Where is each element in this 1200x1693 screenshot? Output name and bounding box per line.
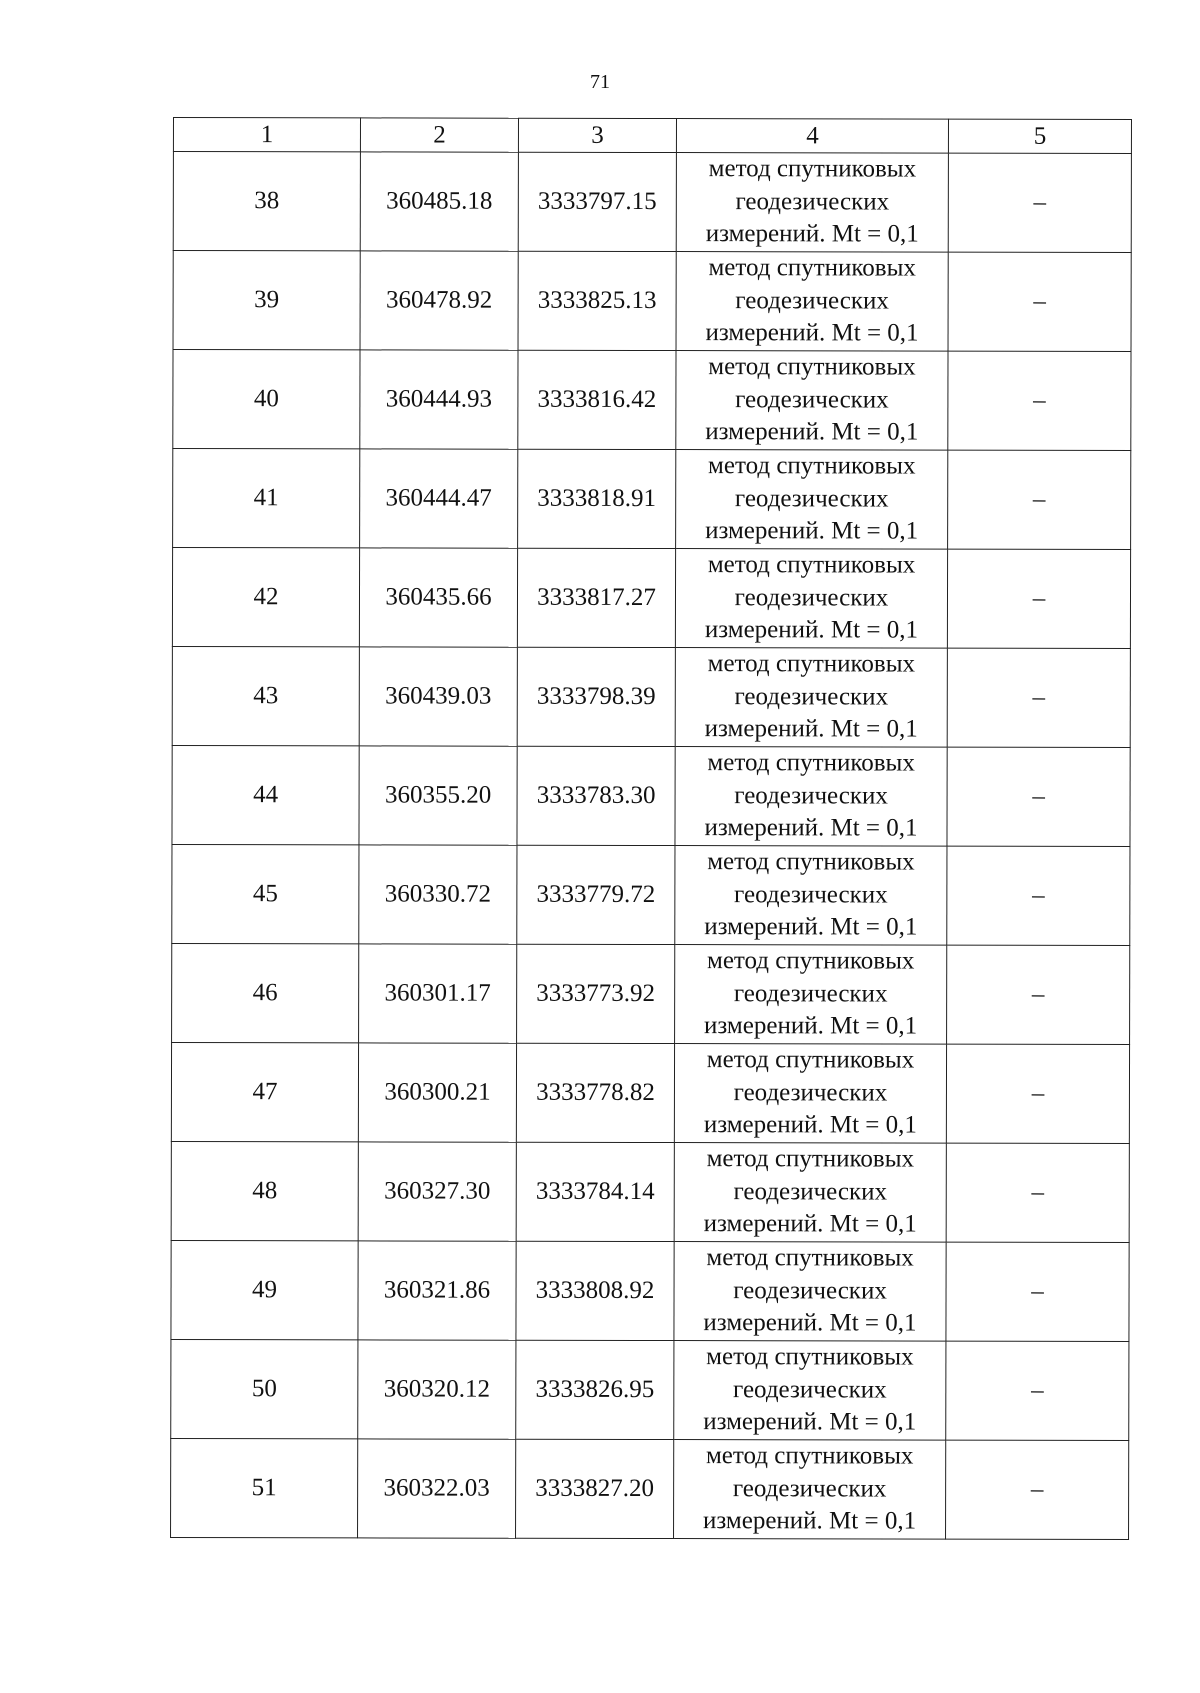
note-cell: – [948,153,1131,252]
method-line: измерений. Mt = 0,1 [703,1210,917,1238]
method-description-cell [674,1044,946,1144]
note-cell: – [946,1440,1129,1539]
method-description-cell [674,1242,946,1342]
method-line: измерений. Mt = 0,1 [704,715,918,743]
x-coordinate-cell: 360321.86 [358,1241,516,1340]
table-row [172,844,1130,945]
method-line: метод спутниковых [705,1442,914,1470]
table-row [172,745,1130,846]
point-number-cell: 51 [171,1438,358,1537]
method-line: метод спутниковых [706,1343,914,1371]
point-number-cell: 39 [173,251,360,350]
column-header-4: 4 [676,119,948,154]
method-line: геодезических [733,1375,887,1404]
method-line: метод спутниковых [708,254,916,282]
y-coordinate-cell: 3333784.14 [516,1142,674,1241]
method-description-cell [674,1143,946,1243]
column-header-5: 5 [948,119,1131,153]
method-line: метод спутниковых [708,155,917,183]
note-cell: – [947,945,1130,1044]
method-line: метод спутниковых [707,551,916,579]
x-coordinate-cell: 360485.18 [360,152,518,251]
method-description-cell [676,252,948,352]
y-coordinate-cell: 3333783.30 [517,746,675,845]
y-coordinate-cell: 3333818.91 [518,449,676,548]
point-number-cell: 41 [173,449,360,548]
method-line: геодезических [734,484,889,513]
note-cell: – [946,1341,1129,1440]
method-line: геодезических [733,979,888,1008]
method-line: метод спутниковых [707,749,915,777]
table-row [173,350,1131,451]
point-number-cell: 38 [173,152,360,251]
method-line: измерений. Mt = 0,1 [705,418,919,446]
method-line: измерений. Mt = 0,1 [704,814,918,842]
method-line: геодезических [734,880,888,909]
method-line: геодезических [733,1177,888,1206]
y-coordinate-cell: 3333773.92 [517,944,675,1043]
method-line: метод спутниковых [706,1244,914,1272]
x-coordinate-cell: 360301.17 [359,944,517,1043]
method-line: измерений. Mt = 0,1 [704,616,918,644]
method-line: измерений. Mt = 0,1 [704,1012,918,1040]
note-cell: – [947,648,1130,747]
method-line: геодезических [733,1276,887,1305]
method-line: измерений. Mt = 0,1 [705,517,919,545]
table-row [173,251,1131,352]
x-coordinate-cell: 360355.20 [359,746,517,845]
table-row [171,1042,1129,1143]
method-line: метод спутниковых [708,452,916,480]
method-description-cell [676,450,948,550]
table-row [171,1339,1129,1440]
y-coordinate-cell: 3333808.92 [516,1241,674,1340]
method-line: геодезических [735,286,889,315]
point-number-cell: 47 [171,1042,358,1141]
table-row [171,1141,1129,1242]
x-coordinate-cell: 360327.30 [358,1142,516,1241]
method-line: метод спутниковых [708,353,916,381]
method-description-cell [674,1440,946,1540]
note-cell: – [947,846,1130,945]
method-line: измерений. Mt = 0,1 [703,1408,917,1436]
table-row [172,646,1130,747]
method-line: метод спутниковых [706,1145,915,1173]
method-line: метод спутниковых [706,1046,915,1074]
method-line: геодезических [732,1474,887,1503]
table-row [171,1438,1129,1539]
method-description-cell [675,648,947,748]
x-coordinate-cell: 360300.21 [358,1043,516,1142]
note-cell: – [947,549,1130,648]
method-line: геодезических [734,682,889,711]
note-cell: – [947,747,1130,846]
method-line: метод спутниковых [707,848,915,876]
coordinates-table [170,117,1132,1540]
method-description-cell [675,846,947,946]
x-coordinate-cell: 360330.72 [359,845,517,944]
method-line: измерений. Mt = 0,1 [704,913,918,941]
table-body [171,152,1132,1540]
method-description-cell [676,153,948,253]
point-number-cell: 43 [172,646,359,745]
y-coordinate-cell: 3333798.39 [517,647,675,746]
method-description-cell [676,351,948,451]
method-line: измерений. Mt = 0,1 [705,319,919,347]
method-line: измерений. Mt = 0,1 [703,1111,917,1139]
method-description-cell [675,549,947,649]
note-cell: – [946,1242,1129,1341]
method-line: метод спутниковых [707,650,916,678]
y-coordinate-cell: 3333827.20 [516,1439,674,1538]
x-coordinate-cell: 360444.93 [360,350,518,449]
y-coordinate-cell: 3333779.72 [517,845,675,944]
table-row [173,449,1131,550]
x-coordinate-cell: 360322.03 [358,1439,516,1538]
point-number-cell: 45 [172,844,359,943]
point-number-cell: 42 [172,548,359,647]
y-coordinate-cell: 3333817.27 [517,548,675,647]
header-row [173,118,1131,154]
note-cell: – [946,1143,1129,1242]
point-number-cell: 46 [172,943,359,1042]
method-line: геодезических [734,583,889,612]
note-cell: – [948,351,1131,450]
point-number-cell: 49 [171,1240,358,1339]
method-line: метод спутниковых [707,947,915,975]
method-description-cell [675,747,947,847]
page-number: 71 [590,71,610,93]
method-line: геодезических [733,1078,888,1107]
method-line: геодезических [735,187,890,216]
y-coordinate-cell: 3333778.82 [516,1043,674,1142]
table-row [173,152,1131,253]
x-coordinate-cell: 360439.03 [359,647,517,746]
method-description-cell [674,1341,946,1441]
point-number-cell: 44 [172,745,359,844]
x-coordinate-cell: 360444.47 [360,449,518,548]
point-number-cell: 50 [171,1339,358,1438]
method-line: измерений. Mt = 0,1 [702,1507,917,1535]
column-header-2: 2 [360,118,518,152]
note-cell: – [948,252,1131,351]
table-row [171,1240,1129,1341]
y-coordinate-cell: 3333797.15 [518,152,676,251]
column-header-3: 3 [518,118,676,152]
method-description-cell [675,945,947,1045]
table-row [172,943,1130,1044]
y-coordinate-cell: 3333825.13 [518,251,676,350]
x-coordinate-cell: 360320.12 [358,1340,516,1439]
note-cell: – [946,1044,1129,1143]
method-line: измерений. Mt = 0,1 [703,1309,917,1337]
y-coordinate-cell: 3333816.42 [518,350,676,449]
table-row [172,548,1130,649]
point-number-cell: 48 [171,1141,358,1240]
method-line: измерений. Mt = 0,1 [705,220,919,248]
x-coordinate-cell: 360478.92 [360,251,518,350]
column-header-1: 1 [173,118,360,152]
point-number-cell: 40 [173,350,360,449]
note-cell: – [948,450,1131,549]
x-coordinate-cell: 360435.66 [359,548,517,647]
method-line: геодезических [734,781,888,810]
method-line: геодезических [735,385,889,414]
y-coordinate-cell: 3333826.95 [516,1340,674,1439]
